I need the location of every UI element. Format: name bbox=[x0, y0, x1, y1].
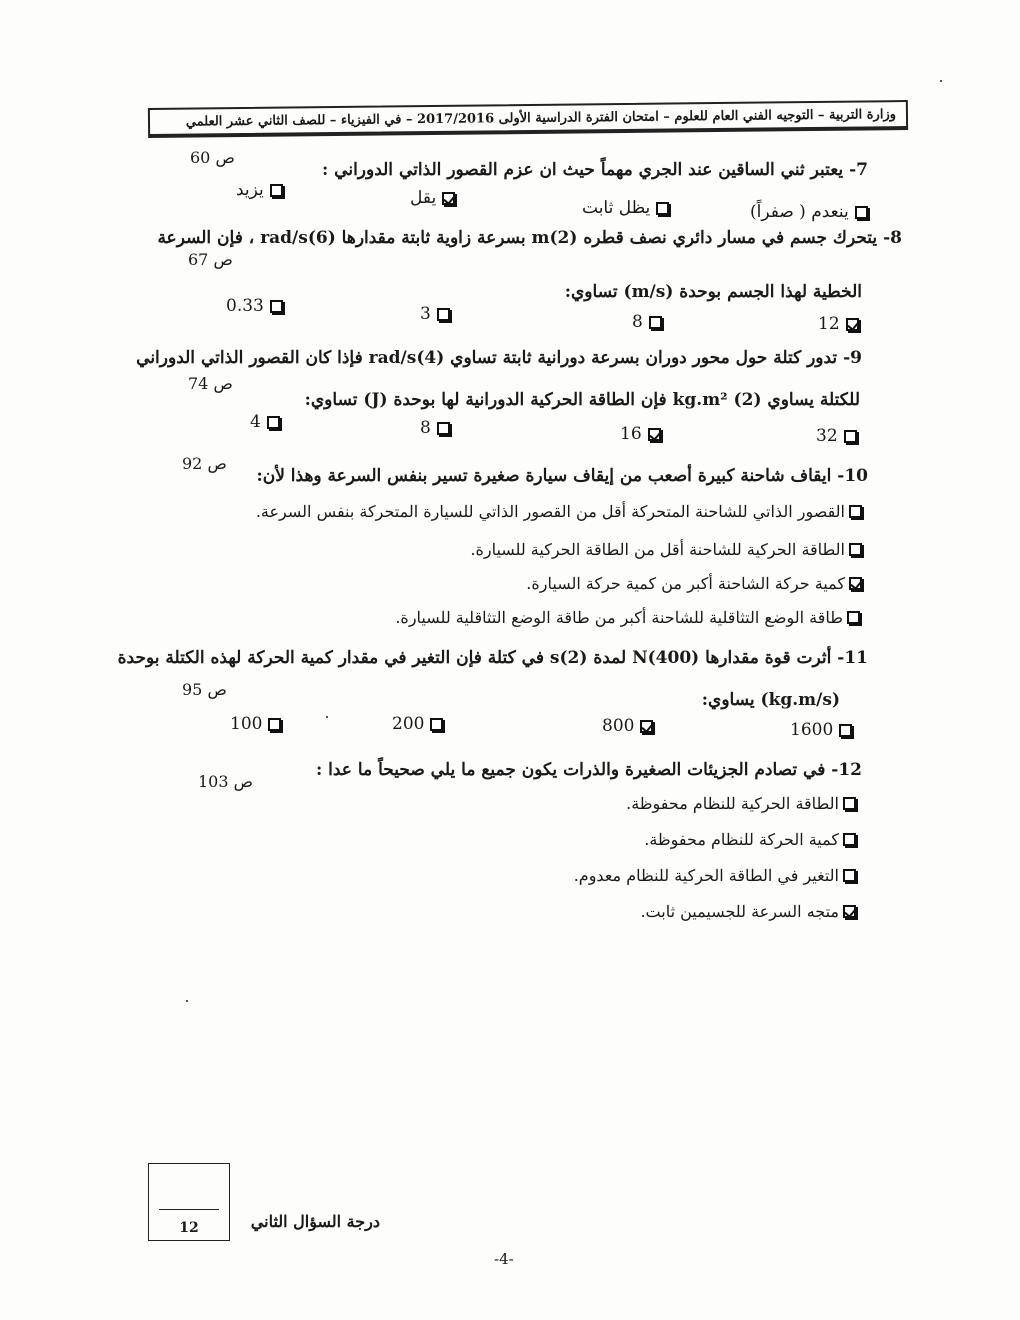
option-label: يزيد bbox=[236, 180, 264, 200]
q10-option-3[interactable] bbox=[526, 574, 862, 593]
page-ref: ص 74 bbox=[188, 374, 233, 393]
q12-option-2[interactable] bbox=[644, 830, 856, 849]
checkbox[interactable] bbox=[843, 833, 856, 846]
checkbox-checked[interactable] bbox=[843, 905, 856, 918]
q8-option-2[interactable] bbox=[420, 304, 450, 324]
question-number: 10- bbox=[837, 466, 868, 486]
q11-option-4[interactable] bbox=[790, 720, 852, 740]
page-ref: ص 95 bbox=[182, 680, 227, 699]
question-number: 7- bbox=[849, 160, 868, 180]
q10-option-1[interactable] bbox=[256, 502, 862, 521]
question-7 bbox=[322, 160, 868, 180]
q9-option-2[interactable] bbox=[420, 418, 450, 438]
question-text: يتحرك جسم في مسار دائري نصف قطره (2)m بسرعة زاوية ثابتة مقدارها (6)rad/s ، فإن السرعة bbox=[157, 228, 878, 248]
option-label: 100 bbox=[230, 714, 263, 734]
question-text: أثرت قوة مقدارها (400)N لمدة (2)s في كتلة فإن التغير في مقدار كمية الحركة لهذه الكتلة بوحدة bbox=[117, 648, 832, 668]
option-label: 8 bbox=[632, 312, 643, 332]
q10-option-4[interactable] bbox=[395, 608, 860, 627]
checkbox[interactable] bbox=[430, 718, 443, 731]
score-divider bbox=[159, 1209, 219, 1210]
checkbox[interactable] bbox=[437, 422, 450, 435]
checkbox[interactable] bbox=[649, 316, 662, 329]
q11-option-2[interactable] bbox=[392, 714, 443, 734]
score-label: درجة السؤال الثاني bbox=[250, 1212, 380, 1231]
option-label: يظل ثابت bbox=[582, 198, 651, 218]
question-8-line1 bbox=[157, 228, 902, 248]
question-text: تدور كتلة حول محور دوران بسرعة دورانية ثابتة تساوي (4)rad/s فإذا كان القصور الذاتي الدوراني bbox=[136, 348, 838, 368]
option-label: الطاقة الحركية للشاحنة أقل من الطاقة الحركية للسيارة. bbox=[470, 540, 845, 559]
scan-speck bbox=[186, 1000, 188, 1002]
checkbox[interactable] bbox=[843, 797, 856, 810]
option-label: 200 bbox=[392, 714, 425, 734]
q8-option-4[interactable] bbox=[818, 314, 859, 334]
checkbox[interactable] bbox=[270, 184, 283, 197]
checkbox[interactable] bbox=[844, 430, 857, 443]
q7-option-3[interactable] bbox=[582, 198, 669, 218]
q11-option-3[interactable] bbox=[602, 716, 653, 736]
question-number: 12- bbox=[831, 760, 862, 780]
q9-option-3[interactable] bbox=[620, 424, 661, 444]
option-label: 0.33 bbox=[226, 296, 264, 316]
q7-option-1[interactable] bbox=[236, 180, 283, 200]
checkbox-checked[interactable] bbox=[640, 720, 653, 733]
q9-option-4[interactable] bbox=[816, 426, 857, 446]
scan-speck bbox=[326, 716, 328, 718]
q9-option-1[interactable] bbox=[250, 412, 280, 432]
q8-option-1[interactable] bbox=[226, 296, 283, 316]
checkbox[interactable] bbox=[268, 718, 281, 731]
question-10 bbox=[256, 466, 868, 486]
checkbox[interactable] bbox=[849, 543, 862, 556]
page-ref: ص 103 bbox=[198, 772, 253, 791]
question-text: ايقاف شاحنة كبيرة أصعب من إيقاف سيارة صغيرة تسير بنفس السرعة وهذا لأن: bbox=[256, 466, 832, 486]
question-number: 9- bbox=[843, 348, 862, 368]
option-label: 1600 bbox=[790, 720, 834, 740]
checkbox[interactable] bbox=[267, 416, 280, 429]
checkbox-checked[interactable] bbox=[846, 318, 859, 331]
question-number: 8- bbox=[883, 228, 902, 248]
q10-option-2[interactable] bbox=[470, 540, 862, 559]
checkbox[interactable] bbox=[843, 869, 856, 882]
checkbox[interactable] bbox=[270, 300, 283, 313]
question-11-line2: (kg.m/s) يساوي: bbox=[701, 690, 840, 710]
question-12 bbox=[316, 760, 862, 780]
question-9-line2: للكتلة يساوي (2) kg.m² فإن الطاقة الحركية الدورانية لها بوحدة (J) تساوي: bbox=[304, 390, 860, 410]
q7-option-2[interactable] bbox=[410, 188, 455, 208]
option-label: 16 bbox=[620, 424, 642, 444]
option-label: طاقة الوضع التثاقلية للشاحنة أكبر من طاقة الوضع التثاقلية للسيارة. bbox=[395, 608, 843, 627]
checkbox[interactable] bbox=[847, 611, 860, 624]
question-number: 11- bbox=[837, 648, 868, 668]
checkbox[interactable] bbox=[849, 505, 862, 518]
question-9-line1 bbox=[136, 348, 862, 368]
score-value: 12 bbox=[179, 1220, 199, 1236]
page-ref: ص 92 bbox=[182, 454, 227, 473]
option-label: 3 bbox=[420, 304, 431, 324]
page-ref: ص 60 bbox=[190, 148, 235, 167]
checkbox[interactable] bbox=[437, 308, 450, 321]
option-label: التغير في الطاقة الحركية للنظام معدوم. bbox=[573, 866, 839, 885]
q8-option-3[interactable] bbox=[632, 312, 662, 332]
checkbox-checked[interactable] bbox=[442, 192, 455, 205]
question-11-line1 bbox=[118, 648, 868, 668]
q12-option-1[interactable] bbox=[626, 794, 856, 813]
option-label: القصور الذاتي للشاحنة المتحركة أقل من القصور الذاتي للسيارة المتحركة بنفس السرعة. bbox=[255, 502, 845, 521]
page-number: -4- bbox=[494, 1250, 514, 1268]
question-text: في تصادم الجزيئات الصغيرة والذرات يكون جميع ما يلي صحيحاً ما عدا : bbox=[315, 760, 826, 780]
checkbox[interactable] bbox=[855, 206, 868, 219]
option-label: ينعدم ( صفراً) bbox=[750, 202, 849, 222]
option-label: يقل bbox=[410, 188, 437, 208]
checkbox[interactable] bbox=[656, 202, 669, 215]
q7-option-4[interactable] bbox=[750, 202, 868, 222]
option-label: كمية حركة الشاحنة أكبر من كمية حركة السيارة. bbox=[526, 574, 845, 593]
option-label: 800 bbox=[602, 716, 635, 736]
question-text: يعتبر ثني الساقين عند الجري مهماً حيث ان عزم القصور الذاتي الدوراني : bbox=[321, 160, 844, 180]
option-label: كمية الحركة للنظام محفوظة. bbox=[644, 830, 839, 849]
question-8-line2: الخطية لهذا الجسم بوحدة (m/s) تساوي: bbox=[564, 282, 862, 302]
option-label: متجه السرعة للجسيمين ثابت. bbox=[640, 902, 839, 921]
checkbox-checked[interactable] bbox=[648, 428, 661, 441]
checkbox-checked[interactable] bbox=[849, 577, 862, 590]
option-label: 4 bbox=[250, 412, 261, 432]
option-label: 32 bbox=[816, 426, 838, 446]
option-label: 8 bbox=[420, 418, 431, 438]
page-ref: ص 67 bbox=[188, 250, 233, 269]
checkbox[interactable] bbox=[839, 724, 852, 737]
q12-option-4[interactable] bbox=[640, 902, 856, 921]
q11-option-1[interactable] bbox=[230, 714, 281, 734]
option-label: 12 bbox=[818, 314, 840, 334]
option-label: الطاقة الحركية للنظام محفوظة. bbox=[626, 794, 839, 813]
score-box bbox=[148, 1163, 230, 1241]
q12-option-3[interactable] bbox=[574, 866, 856, 885]
exam-header: وزارة التربية – التوجيه الفني العام للعلوم – امتحان الفترة الدراسية الأولى 2017/2016 – في الفيزياء – للصف الثاني عشر العلمي bbox=[148, 100, 908, 138]
scan-speck bbox=[940, 80, 942, 82]
